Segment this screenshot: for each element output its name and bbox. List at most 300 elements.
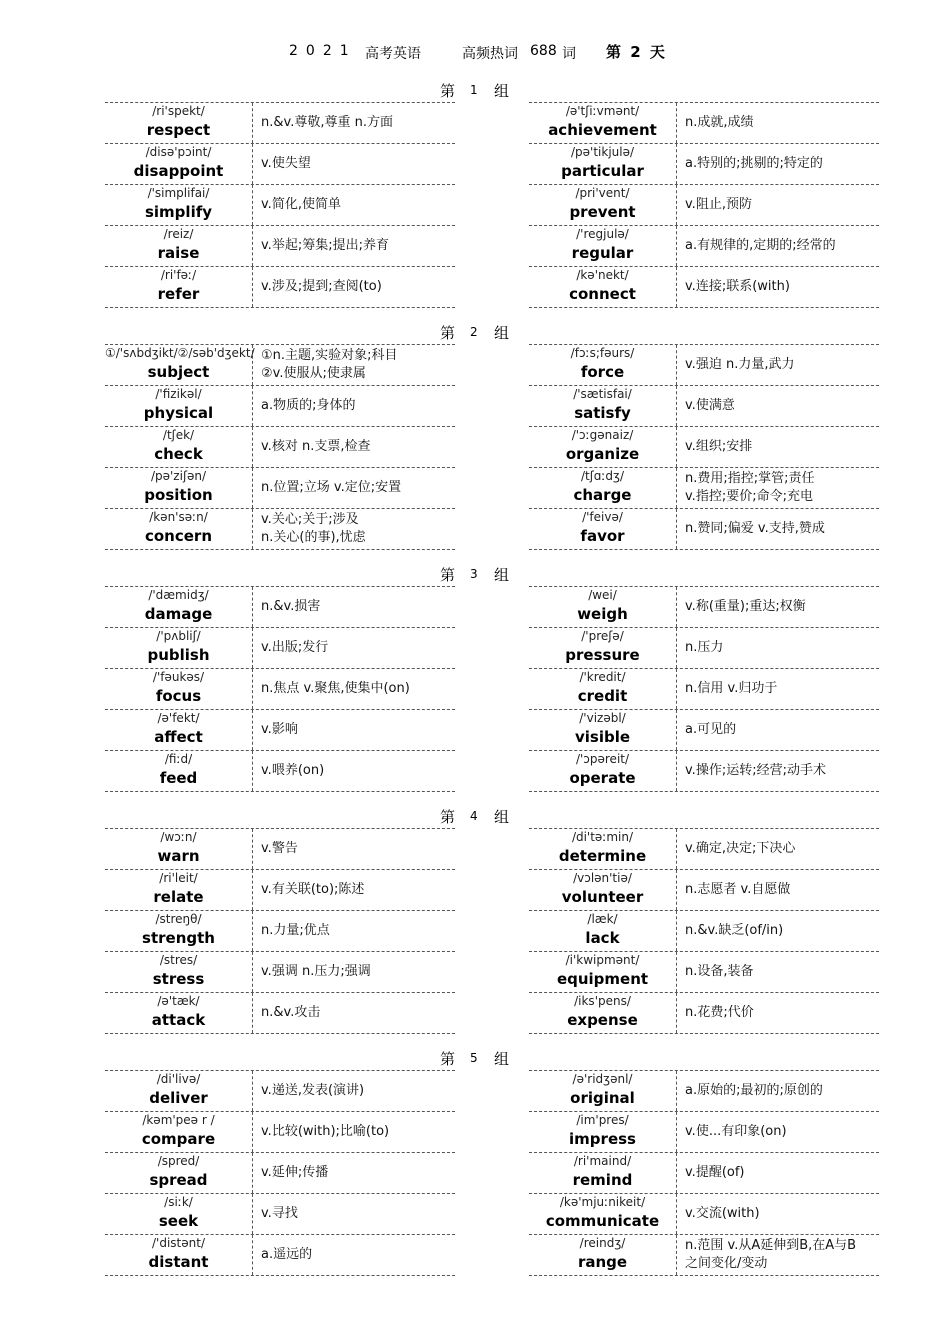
table-row (529, 710, 879, 751)
group-title (0, 1046, 950, 1070)
definition-line: v.强迫 n.力量,武力 (685, 357, 795, 372)
definition-line: n.位置;立场 v.定位;安置 (261, 480, 402, 495)
table-row (105, 185, 455, 226)
definition-cell (261, 1235, 455, 1275)
table-row (105, 509, 455, 550)
word-cell (105, 226, 253, 266)
word-cell (105, 669, 253, 709)
phonetic: /tʃek/ (162, 428, 195, 442)
definition-cell (261, 226, 455, 266)
definition-cell (261, 267, 455, 307)
headword: physical (143, 404, 214, 422)
phonetic: /'ɔːgənaiz/ (571, 428, 634, 442)
definition-line: v.简化,使简单 (261, 197, 341, 212)
table-row (105, 870, 455, 911)
definition-cell (685, 870, 879, 910)
word-cell (105, 144, 253, 184)
definition-cell (685, 952, 879, 992)
phonetic: /stres/ (159, 953, 198, 967)
definition-cell (261, 427, 455, 467)
definition-line: v.关心;关于;涉及 (261, 512, 359, 527)
headword: check (154, 445, 203, 463)
definition-cell (261, 993, 455, 1033)
header-year: 2021 (289, 43, 357, 59)
definition-cell (685, 669, 879, 709)
definition-line: n.关心(的事),忧虑 (261, 530, 366, 545)
headword: warn (157, 847, 200, 865)
definition-line: n.费用;指控;掌管;责任 (685, 471, 815, 486)
word-cell (529, 1194, 677, 1234)
word-table-right (529, 586, 879, 792)
headword: force (580, 363, 625, 381)
word-cell (529, 751, 677, 791)
headword: communicate (545, 1212, 660, 1230)
phonetic: /ri'fəː/ (160, 268, 197, 282)
definition-cell (261, 1153, 455, 1193)
word-cell (105, 468, 253, 508)
group-title-part: 第 (440, 566, 456, 584)
word-table-right (529, 344, 879, 550)
word-cell (105, 1112, 253, 1152)
definition-line: v.警告 (261, 841, 298, 856)
word-cell (529, 427, 677, 467)
table-row (105, 144, 455, 185)
definition-cell (261, 911, 455, 951)
definition-line: n.赞同;偏爱 v.支持,赞成 (685, 521, 825, 536)
definition-line: n.信用 v.归功于 (685, 681, 778, 696)
header-day: 第 2 天 (606, 43, 665, 61)
definition-line: v.使失望 (261, 156, 311, 171)
definition-cell (685, 628, 879, 668)
table-row (105, 952, 455, 993)
definition-cell (685, 468, 879, 508)
headword: organize (565, 445, 640, 463)
headword: distant (148, 1253, 209, 1271)
word-cell (529, 509, 677, 549)
word-cell (105, 751, 253, 791)
word-table-right (529, 102, 879, 308)
header-subject: 高考英语 (365, 46, 421, 62)
phonetic: /di'livə/ (156, 1072, 201, 1086)
definition-cell (261, 669, 455, 709)
headword: raise (157, 244, 200, 262)
headword: publish (147, 646, 210, 664)
word-cell (529, 870, 677, 910)
definition-line: v.使满意 (685, 398, 735, 413)
phonetic: /di'təːmin/ (571, 830, 634, 844)
definition-cell (261, 103, 455, 143)
group-title-part: 组 (494, 566, 510, 584)
definition-cell (261, 587, 455, 627)
group-title-part: 1 (470, 83, 478, 97)
word-table-left (105, 1070, 455, 1276)
table-row (105, 993, 455, 1034)
group-title-part: 组 (494, 1050, 510, 1068)
table-row (105, 1071, 455, 1112)
phonetic: /ə'tæk/ (157, 994, 200, 1008)
definition-cell (685, 587, 879, 627)
definition-line: v.称(重量);重达;权衡 (685, 599, 806, 614)
word-cell (529, 468, 677, 508)
table-row (105, 386, 455, 427)
definition-cell (261, 829, 455, 869)
headword: prevent (569, 203, 636, 221)
definition-cell (261, 468, 455, 508)
word-cell (105, 587, 253, 627)
phonetic: /kəm'peə r / (142, 1113, 215, 1127)
table-row (529, 1071, 879, 1112)
definition-cell (685, 509, 879, 549)
definition-line: a.物质的;身体的 (261, 398, 356, 413)
definition-cell (261, 710, 455, 750)
word-cell (105, 1071, 253, 1111)
table-row (105, 710, 455, 751)
definition-line: v.延伸;传播 (261, 1165, 329, 1180)
headword: seek (158, 1212, 199, 1230)
definition-line: n.志愿者 v.自愿做 (685, 882, 791, 897)
word-cell (529, 1235, 677, 1275)
phonetic: /siːk/ (164, 1195, 193, 1209)
group-title-part: 组 (494, 82, 510, 100)
headword: operate (569, 769, 636, 787)
table-row (105, 1194, 455, 1235)
group-title-part: 组 (494, 324, 510, 342)
definition-cell (261, 870, 455, 910)
definition-line: n.&v.攻击 (261, 1005, 321, 1020)
word-cell (105, 185, 253, 225)
word-cell (105, 911, 253, 951)
word-cell (105, 509, 253, 549)
group-title-part: 第 (440, 1050, 456, 1068)
word-cell (105, 427, 253, 467)
table-row (105, 267, 455, 308)
table-row (529, 587, 879, 628)
word-cell (529, 1071, 677, 1111)
headword: stress (152, 970, 205, 988)
definition-line: n.范围 v.从A延伸到B,在A与B (685, 1238, 857, 1253)
headword: simplify (144, 203, 213, 221)
definition-line: n.设备,装备 (685, 964, 754, 979)
definition-line: ②v.使服从;使隶属 (261, 366, 366, 381)
definition-line: n.花费;代价 (685, 1005, 754, 1020)
phonetic: /im'pres/ (576, 1113, 629, 1127)
group-title (0, 320, 950, 344)
definition-cell (685, 993, 879, 1033)
table-row (529, 1194, 879, 1235)
headword: attack (151, 1011, 206, 1029)
definition-cell (261, 1071, 455, 1111)
definition-line: n.成就,成绩 (685, 115, 754, 130)
word-cell (105, 1235, 253, 1275)
table-row (529, 427, 879, 468)
word-cell (529, 710, 677, 750)
word-cell (529, 267, 677, 307)
definition-cell (685, 1194, 879, 1234)
phonetic: /'distənt/ (152, 1236, 205, 1250)
definition-line: v.有关联(to);陈述 (261, 882, 365, 897)
definition-cell (261, 1112, 455, 1152)
definition-line: v.出版;发行 (261, 640, 329, 655)
word-cell (529, 144, 677, 184)
phonetic: /vɔlən'tiə/ (573, 871, 632, 885)
headword: impress (569, 1130, 636, 1148)
table-row (529, 751, 879, 792)
word-table-right (529, 828, 879, 1034)
word-cell (105, 1153, 253, 1193)
word-cell (105, 710, 253, 750)
headword: pressure (565, 646, 640, 664)
headword: remind (572, 1171, 633, 1189)
headword: range (577, 1253, 628, 1271)
phonetic: /reindʒ/ (579, 1236, 626, 1250)
group-title-part: 第 (440, 808, 456, 826)
headword: affect (154, 728, 203, 746)
definition-cell (685, 1153, 879, 1193)
group-title (0, 78, 950, 102)
definition-cell (685, 103, 879, 143)
definition-line: a.原始的;最初的;原创的 (685, 1083, 823, 1098)
phonetic: /streŋθ/ (155, 912, 202, 926)
word-cell (529, 185, 677, 225)
definition-line: v.连接;联系(with) (685, 279, 790, 294)
definition-line: v.组织;安排 (685, 439, 753, 454)
definition-line: v.核对 n.支票,检查 (261, 439, 371, 454)
definition-cell (685, 144, 879, 184)
phonetic: /'regjulə/ (576, 227, 629, 241)
phonetic: /'ɔpəreit/ (575, 752, 630, 766)
definition-line: v.指控;要价;命令;充电 (685, 489, 813, 504)
definition-cell (261, 1194, 455, 1234)
table-row (105, 1235, 455, 1276)
table-row (529, 103, 879, 144)
word-cell (529, 628, 677, 668)
phonetic: ①/'sʌbdʒikt/②/səb'dʒekt/ (105, 346, 255, 360)
headword: volunteer (561, 888, 644, 906)
table-row (529, 911, 879, 952)
table-row (529, 345, 879, 386)
definition-line: v.寻找 (261, 1206, 298, 1221)
definition-line: a.可见的 (685, 722, 737, 737)
headword: lack (585, 929, 620, 947)
word-table-left (105, 102, 455, 308)
phonetic: /wɔːn/ (160, 830, 197, 844)
phonetic: /kə'mjuːnikeit/ (559, 1195, 646, 1209)
page-header (0, 40, 950, 64)
word-cell (105, 628, 253, 668)
headword: achievement (548, 121, 657, 139)
definition-cell (685, 345, 879, 385)
table-row (105, 829, 455, 870)
definition-cell (685, 226, 879, 266)
headword: position (144, 486, 213, 504)
headword: charge (573, 486, 632, 504)
headword: determine (558, 847, 647, 865)
phonetic: /pri'vent/ (575, 186, 630, 200)
table-row (105, 669, 455, 710)
phonetic: /læk/ (587, 912, 618, 926)
phonetic: /'simplifai/ (147, 186, 210, 200)
headword: feed (159, 769, 198, 787)
word-cell (529, 952, 677, 992)
phonetic: /'kredit/ (579, 670, 626, 684)
definition-line: n.焦点 v.聚焦,使集中(on) (261, 681, 410, 696)
table-row (105, 103, 455, 144)
table-row (105, 911, 455, 952)
word-cell (529, 1153, 677, 1193)
word-cell (529, 226, 677, 266)
definition-cell (685, 829, 879, 869)
definition-line: v.强调 n.压力;强调 (261, 964, 371, 979)
word-cell (529, 386, 677, 426)
definition-line: 之间变化/变动 (685, 1256, 768, 1271)
definition-cell (685, 710, 879, 750)
definition-line: v.涉及;提到;查阅(to) (261, 279, 382, 294)
headword: deliver (149, 1089, 208, 1107)
table-row (529, 185, 879, 226)
table-row (529, 669, 879, 710)
phonetic: /'feivə/ (582, 510, 623, 524)
group-title (0, 804, 950, 828)
definition-line: v.举起;筹集;提出;养育 (261, 238, 389, 253)
phonetic: /'fizikəl/ (155, 387, 202, 401)
definition-line: v.提醒(of) (685, 1165, 745, 1180)
headword: refer (157, 285, 200, 303)
word-cell (529, 911, 677, 951)
table-row (105, 345, 455, 386)
table-row (529, 1112, 879, 1153)
phonetic: /ri'spekt/ (152, 104, 205, 118)
phonetic: /disə'pɔint/ (145, 145, 212, 159)
headword: spread (149, 1171, 208, 1189)
phonetic: /'sætisfai/ (573, 387, 632, 401)
table-row (529, 468, 879, 509)
table-row (529, 386, 879, 427)
header-count: 688 (530, 43, 557, 59)
definition-line: n.力量;优点 (261, 923, 330, 938)
headword: particular (561, 162, 644, 180)
phonetic: /'vizəbl/ (579, 711, 626, 725)
header-label: 高频热词 (462, 46, 518, 62)
phonetic: /'preʃə/ (581, 629, 624, 643)
definition-cell (261, 509, 455, 549)
word-cell (529, 669, 677, 709)
table-row (529, 1153, 879, 1194)
definition-line: v.交流(with) (685, 1206, 760, 1221)
phonetic: /pə'tikjulə/ (570, 145, 635, 159)
headword: relate (153, 888, 204, 906)
group-title-part: 5 (470, 1051, 478, 1065)
definition-cell (685, 1071, 879, 1111)
table-row (529, 628, 879, 669)
phonetic: /fɔːs;fəurs/ (570, 346, 635, 360)
table-row (529, 226, 879, 267)
table-row (105, 1112, 455, 1153)
word-cell (105, 870, 253, 910)
definition-cell (685, 386, 879, 426)
word-cell (105, 386, 253, 426)
definition-line: n.&v.缺乏(of/in) (685, 923, 784, 938)
phonetic: /ə'tʃiːvmənt/ (565, 104, 640, 118)
phonetic: /ri'maind/ (573, 1154, 632, 1168)
group-title-part: 4 (470, 809, 478, 823)
headword: expense (567, 1011, 638, 1029)
definition-line: ①n.主题,实验对象;科目 (261, 348, 398, 363)
definition-cell (685, 267, 879, 307)
phonetic: /i'kwipmənt/ (565, 953, 640, 967)
headword: damage (144, 605, 213, 623)
headword: satisfy (574, 404, 631, 422)
group-title-part: 组 (494, 808, 510, 826)
headword: subject (147, 363, 210, 381)
phonetic: /tʃɑːdʒ/ (580, 469, 625, 483)
phonetic: /reiz/ (163, 227, 194, 241)
word-cell (105, 345, 253, 385)
word-table-left (105, 828, 455, 1034)
word-table-left (105, 586, 455, 792)
table-row (529, 1235, 879, 1276)
phonetic: /pə'ziʃən/ (150, 469, 207, 483)
definition-cell (685, 751, 879, 791)
definition-line: n.压力 (685, 640, 724, 655)
phonetic: /iks'pens/ (574, 994, 631, 1008)
phonetic: /kə'nekt/ (576, 268, 629, 282)
phonetic: /'pʌbliʃ/ (156, 629, 201, 643)
headword: weigh (577, 605, 628, 623)
table-row (105, 1153, 455, 1194)
definition-cell (261, 628, 455, 668)
word-cell (105, 103, 253, 143)
header-unit: 词 (562, 46, 576, 62)
definition-cell (261, 386, 455, 426)
definition-line: a.遥远的 (261, 1247, 313, 1262)
word-cell (105, 1194, 253, 1234)
word-cell (105, 267, 253, 307)
definition-cell (261, 185, 455, 225)
headword: credit (577, 687, 628, 705)
word-cell (529, 103, 677, 143)
table-row (529, 993, 879, 1034)
table-row (105, 587, 455, 628)
definition-line: n.&v.损害 (261, 599, 321, 614)
word-cell (529, 993, 677, 1033)
word-cell (105, 829, 253, 869)
definition-cell (685, 427, 879, 467)
phonetic: /spred/ (157, 1154, 200, 1168)
headword: strength (142, 929, 215, 947)
phonetic: /ə'ridʒənl/ (572, 1072, 633, 1086)
headword: concern (144, 527, 213, 545)
table-row (105, 751, 455, 792)
table-row (105, 468, 455, 509)
table-row (529, 829, 879, 870)
table-row (105, 427, 455, 468)
definition-line: v.使...有印象(on) (685, 1124, 787, 1139)
definition-line: v.阻止,预防 (685, 197, 752, 212)
group-title-part: 2 (470, 325, 478, 339)
word-table-right (529, 1070, 879, 1276)
headword: regular (571, 244, 634, 262)
phonetic: /wei/ (588, 588, 617, 602)
word-table-left (105, 344, 455, 550)
table-row (529, 509, 879, 550)
definition-cell (261, 952, 455, 992)
headword: compare (141, 1130, 216, 1148)
definition-cell (261, 345, 455, 385)
definition-line: v.递送,发表(演讲) (261, 1083, 365, 1098)
table-row (529, 952, 879, 993)
word-cell (529, 829, 677, 869)
headword: disappoint (133, 162, 224, 180)
